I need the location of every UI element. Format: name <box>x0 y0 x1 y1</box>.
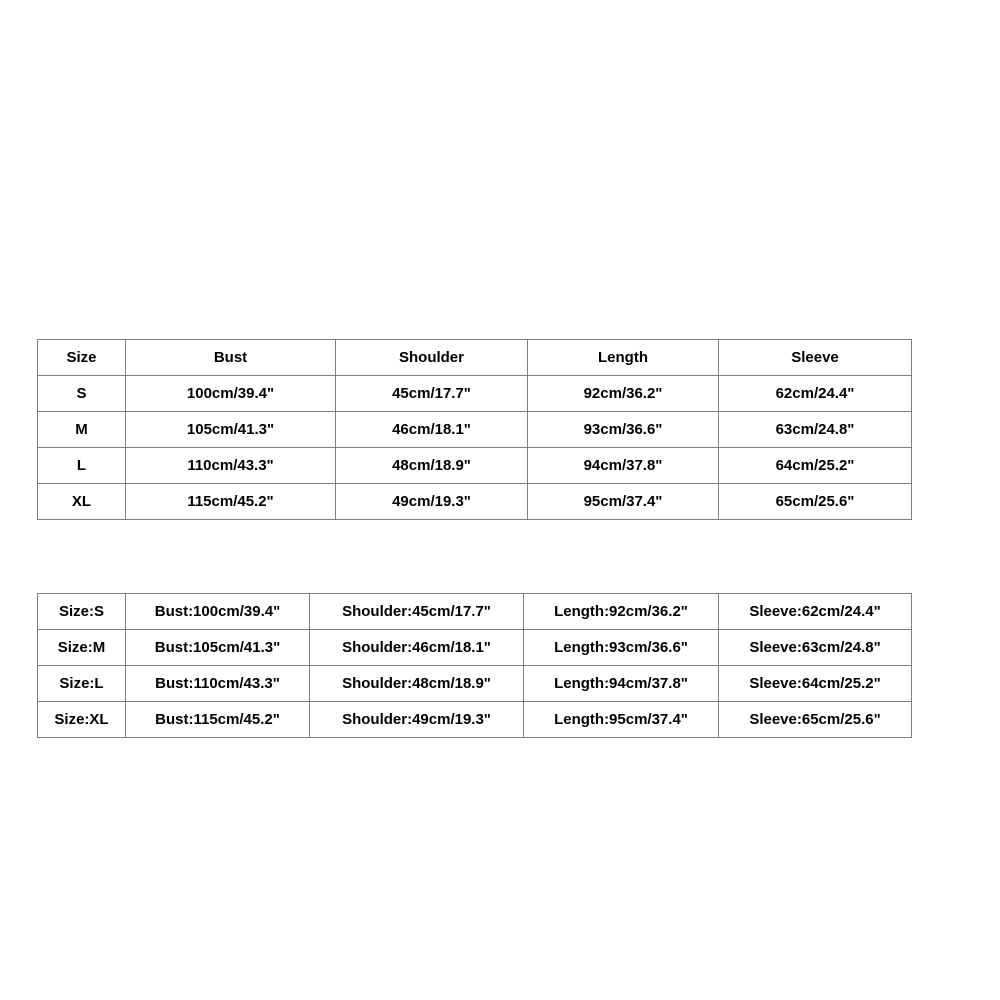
cell-sleeve: Sleeve:65cm/25.6" <box>719 702 912 738</box>
cell-size: XL <box>38 484 126 520</box>
cell-shoulder: Shoulder:45cm/17.7" <box>310 594 524 630</box>
cell-size: L <box>38 448 126 484</box>
cell-length: Length:94cm/37.8" <box>524 666 719 702</box>
cell-length: Length:93cm/36.6" <box>524 630 719 666</box>
cell-sleeve: 62cm/24.4" <box>719 376 912 412</box>
cell-size: M <box>38 412 126 448</box>
table-row <box>38 702 912 738</box>
cell-shoulder: Shoulder:49cm/19.3" <box>310 702 524 738</box>
cell-bust: Bust:105cm/41.3" <box>126 630 310 666</box>
cell-bust: 110cm/43.3" <box>126 448 336 484</box>
table-row <box>38 594 912 630</box>
cell-sleeve: 63cm/24.8" <box>719 412 912 448</box>
table-row <box>38 484 912 520</box>
cell-sleeve: 64cm/25.2" <box>719 448 912 484</box>
cell-bust: 100cm/39.4" <box>126 376 336 412</box>
cell-bust: Bust:110cm/43.3" <box>126 666 310 702</box>
table-row <box>38 630 912 666</box>
cell-length: 93cm/36.6" <box>528 412 719 448</box>
cell-length: Length:92cm/36.2" <box>524 594 719 630</box>
cell-shoulder: 45cm/17.7" <box>336 376 528 412</box>
table-row <box>38 412 912 448</box>
cell-length: Length:95cm/37.4" <box>524 702 719 738</box>
cell-length: 92cm/36.2" <box>528 376 719 412</box>
cell-sleeve: 65cm/25.6" <box>719 484 912 520</box>
header-sleeve: Sleeve <box>719 340 912 376</box>
size-chart-table <box>37 339 912 520</box>
cell-size: Size:L <box>38 666 126 702</box>
header-shoulder: Shoulder <box>336 340 528 376</box>
cell-shoulder: Shoulder:46cm/18.1" <box>310 630 524 666</box>
cell-bust: 105cm/41.3" <box>126 412 336 448</box>
table-row <box>38 666 912 702</box>
header-bust: Bust <box>126 340 336 376</box>
cell-length: 94cm/37.8" <box>528 448 719 484</box>
cell-size: S <box>38 376 126 412</box>
cell-shoulder: 46cm/18.1" <box>336 412 528 448</box>
cell-length: 95cm/37.4" <box>528 484 719 520</box>
table-row <box>38 376 912 412</box>
header-size: Size <box>38 340 126 376</box>
cell-sleeve: Sleeve:64cm/25.2" <box>719 666 912 702</box>
cell-shoulder: 49cm/19.3" <box>336 484 528 520</box>
table-row <box>38 448 912 484</box>
cell-bust: Bust:115cm/45.2" <box>126 702 310 738</box>
cell-shoulder: 48cm/18.9" <box>336 448 528 484</box>
cell-sleeve: Sleeve:63cm/24.8" <box>719 630 912 666</box>
header-length: Length <box>528 340 719 376</box>
cell-size: Size:S <box>38 594 126 630</box>
cell-size: Size:M <box>38 630 126 666</box>
cell-size: Size:XL <box>38 702 126 738</box>
cell-bust: 115cm/45.2" <box>126 484 336 520</box>
cell-bust: Bust:100cm/39.4" <box>126 594 310 630</box>
cell-sleeve: Sleeve:62cm/24.4" <box>719 594 912 630</box>
cell-shoulder: Shoulder:48cm/18.9" <box>310 666 524 702</box>
size-chart-table-labeled <box>37 593 912 738</box>
table-header-row <box>38 340 912 376</box>
